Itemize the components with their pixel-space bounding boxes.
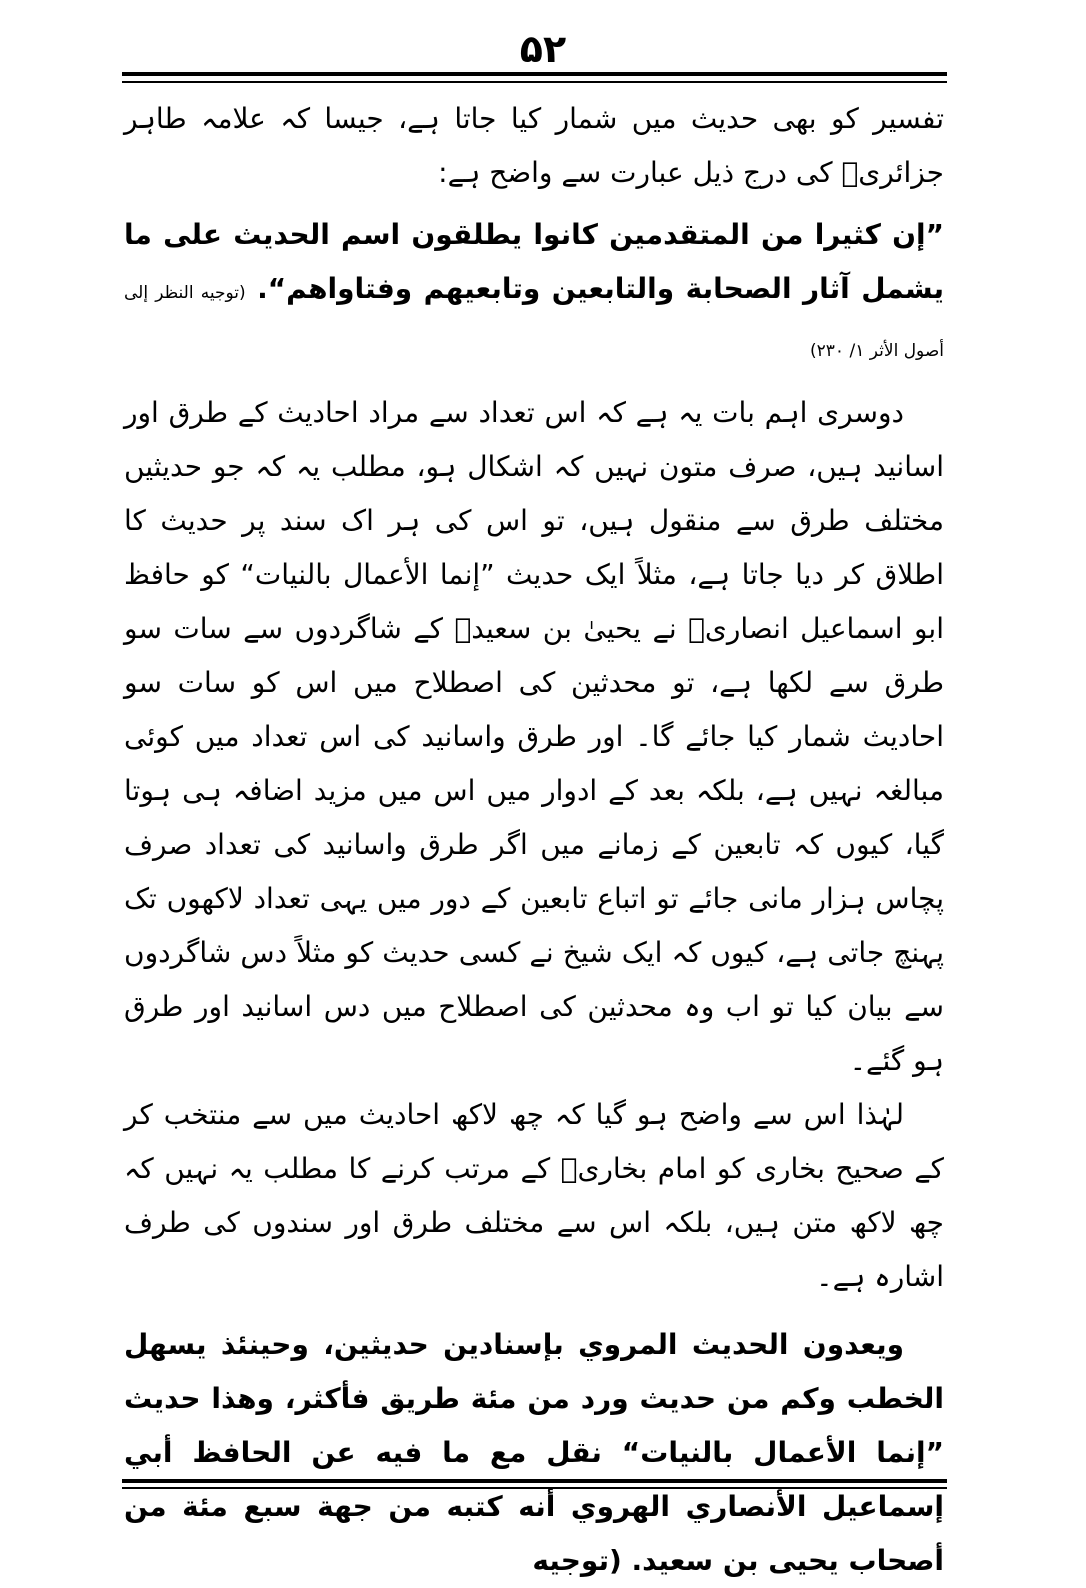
header-rule-thin	[122, 81, 947, 83]
spacer	[124, 378, 944, 386]
page-number: ۵۲	[519, 27, 567, 71]
header-rule-thick	[122, 72, 947, 76]
arabic-quote	[124, 208, 944, 378]
arabic-quote-reference: (توجيه النظر إلى أصول الأثر ۱/ ۲۳۰)	[124, 283, 944, 361]
footer-rule-thick	[122, 1479, 947, 1483]
arabic-closing-paragraph: ويعدون الحديث المروي بإسنادين حديثين، وحينئذ يسهل الخطب وكم من حديث ورد من مئة طريق فأكثر، وهذا حديث ”إنما الأعمال بالنيات“ نقل مع ما فيه عن الحافظ أبي إسماعيل الأنصاري الهروي أنه كتبه من جهة سبع مئة من أصحاب يحيى بن سعيد. (توجيه	[124, 1328, 944, 1577]
body-text	[124, 92, 944, 1588]
intro-paragraph: تفسیر کو بھی حدیث میں شمار کیا جاتا ہے، جیسا کہ علامہ طاہر جزائریؒ کی درج ذیل عبارت سے واضح ہے:	[124, 102, 944, 189]
spacer	[124, 1304, 944, 1318]
second-point-paragraph: دوسری اہم بات یہ ہے کہ اس تعداد سے مراد احادیث کے طرق اور اسانید ہیں، صرف متون نہیں کہ اشکال ہو، مطلب یہ کہ جو حدیثیں مختلف طرق سے منقول ہیں، تو اس کی ہر اک سند پر حدیث کا اطلاق کر دیا جاتا ہے، مثلاً ایک حدیث ”إنما الأعمال بالنیات“ کو حافظ ابو اسماعیل انصاریؒ نے یحییٰ بن سعیدؒ کے شاگردوں سے سات سو طرق سے لکھا ہے، تو محدثین کی اصطلاح میں اس کو سات سو احادیث شمار کیا جائے گا۔ اور طرق واسانید کی اس تعداد میں کوئی مبالغہ نہیں ہے، بلکہ بعد کے ادوار میں اس میں مزید اضافہ ہی ہوتا گیا، کیوں کہ تابعین کے زمانے میں اگر طرق واسانید کی تعداد صرف پچاس ہزار مانی جائے تو اتباع تابعین کے دور میں یہی تعداد لاکھوں تک پہنچ جاتی ہے، کیوں کہ ایک شیخ نے کسی حدیث کو مثلاً دس شاگردوں سے بیان کیا تو اب وہ محدثین کی اصطلاح میں دس اسانید اور طرق ہو گئے۔	[124, 396, 944, 1077]
footer-rule-thin	[122, 1487, 947, 1489]
conclusion-paragraph: لہٰذا اس سے واضح ہو گیا کہ چھ لاکھ احادیث میں سے منتخب کر کے صحیح بخاری کو امام بخاریؒ کے مرتب کرنے کا مطلب یہ نہیں کہ چھ لاکھ متن ہیں، بلکہ اس سے مختلف طرق اور سندوں کی طرف اشارہ ہے۔	[124, 1098, 944, 1293]
spacer	[124, 200, 944, 208]
arabic-quote-text: ”إن كثيرا من المتقدمين كانوا يطلقون اسم الحديث على ما يشمل آثار الصحابة والتابعين وتابعيهم وفتاواهم“.	[124, 218, 945, 305]
